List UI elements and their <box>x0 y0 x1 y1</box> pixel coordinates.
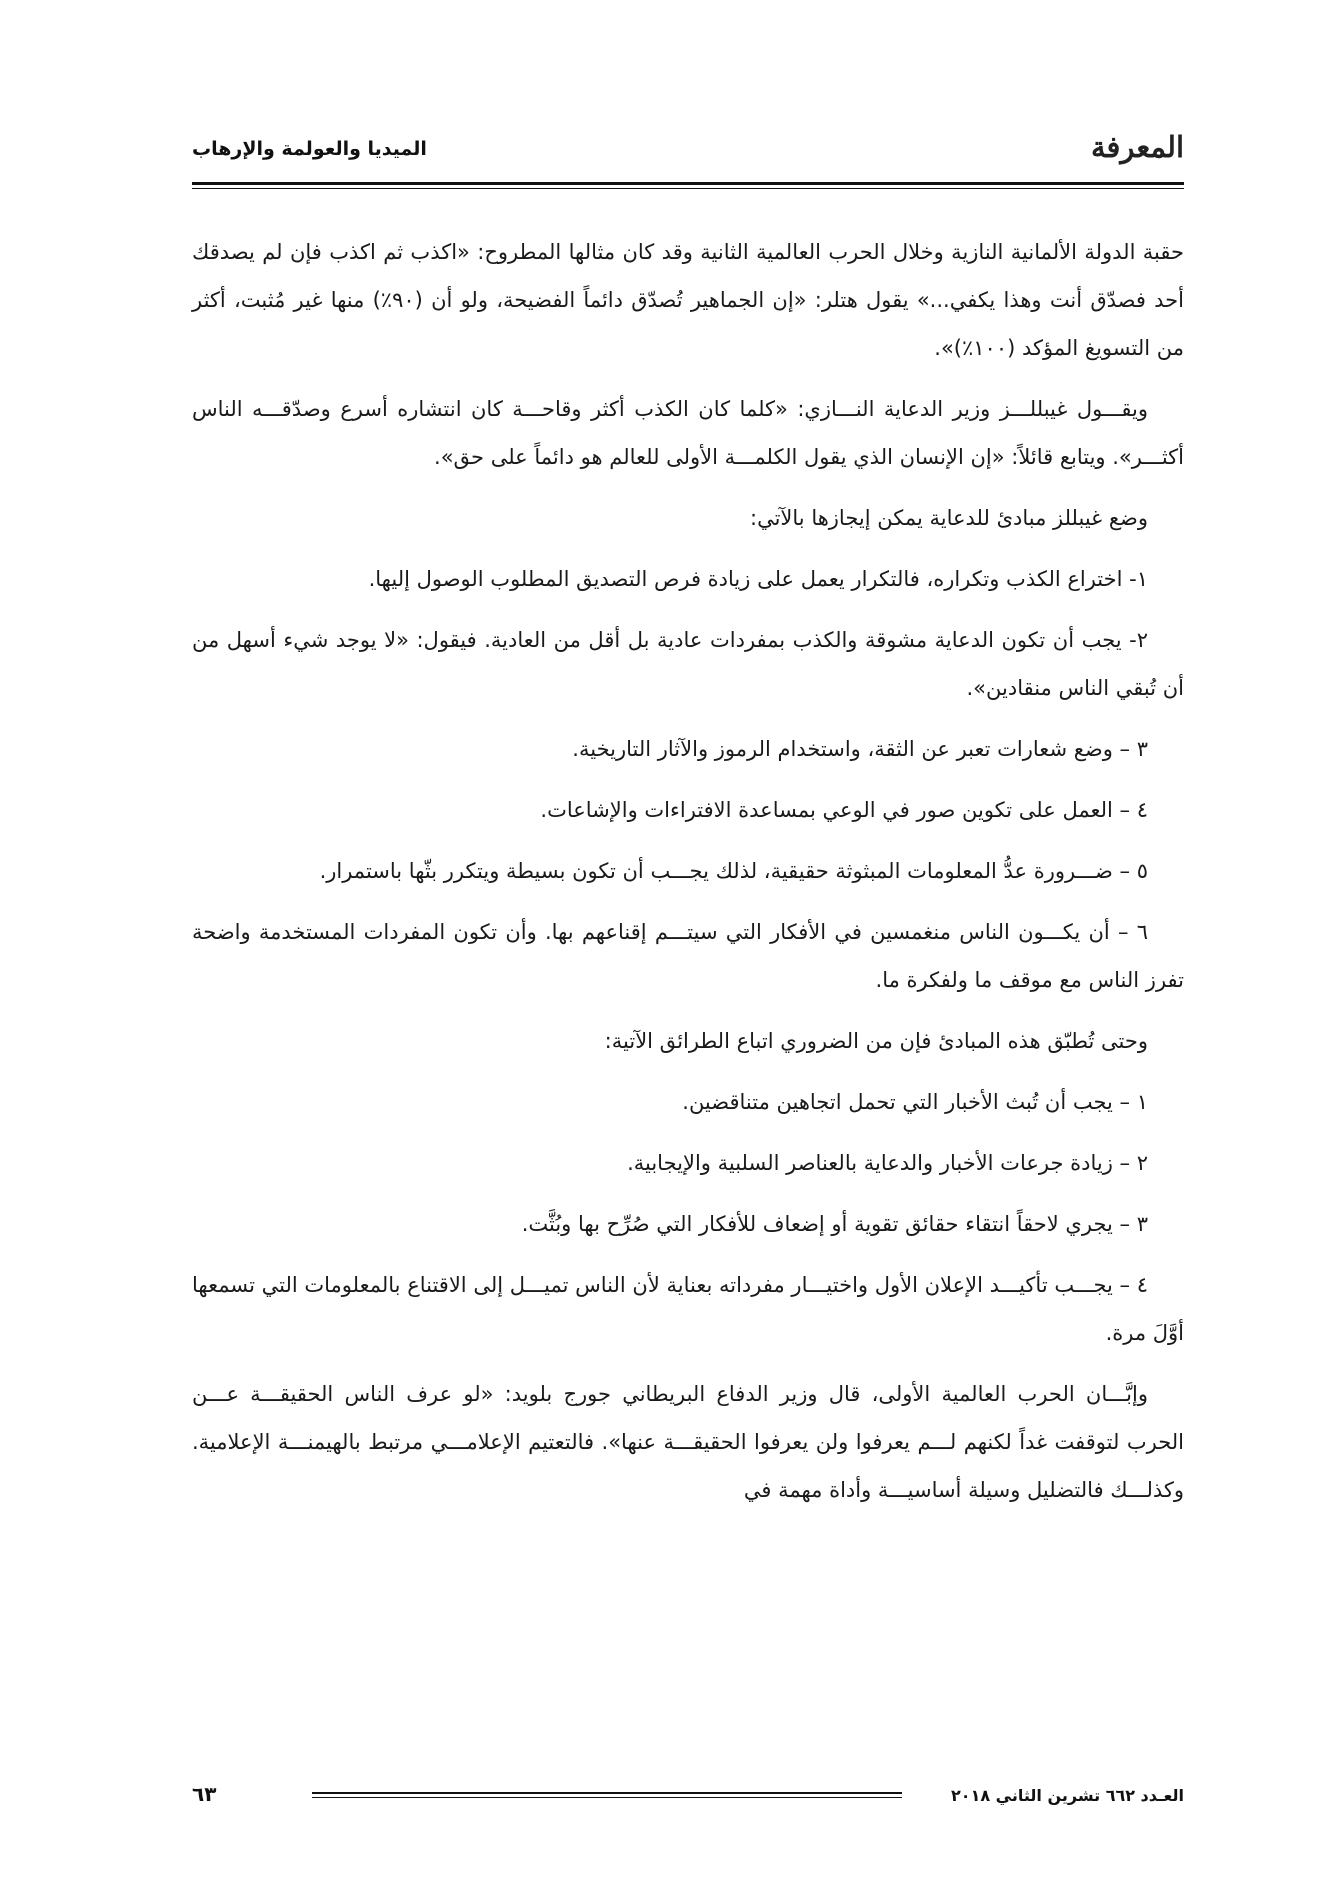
header-rule <box>192 182 1184 185</box>
list-item: ٢- يجب أن تكون الدعاية مشوقة والكذب بمفردات عادية بل أقل من العادية. فيقول: «لا يوجد شيء أسهل من أن تُبقي الناس منقادين». <box>192 628 1184 700</box>
paragraph: حقبة الدولة الألمانية النازية وخلال الحرب العالمية الثانية وقد كان مثالها المطروح: «اكذب ثم اكذب فإن لم يصدقك أحد فصدّق أنت وهذا يكفي...» يقول هتلر: «إن الجماهير تُصدّق دائماً الفضيحة، ولو أن (٩٠٪) منها غير مُثبت، أكثر من التسويغ المؤكد (١٠٠٪)». <box>192 240 1184 360</box>
paragraph: وحتى تُطبّق هذه المبادئ فإن من الضروري اتباع الطرائق الآتية: <box>604 1029 1148 1053</box>
paragraph: وإبَّـــان الحرب العالمية الأولى، قال وزير الدفاع البريطاني جورج بلويد: «لو عرف الناس الحقيقـــة عـــن الحرب لتوقفت غداً لكنهم لـــم يعرفوا ولن يعرفوا الحقيقـــة عنها». فالتعتيم الإعلامـــي مرتبط بالهيمنـــة الإعلامية. وكذلـــك فالتضليل وسيلة أساسيـــة وأداة مهمة في <box>192 1382 1184 1502</box>
list-item: ٤ – العمل على تكوين صور في الوعي بمساعدة الافتراءات والإشاعات. <box>540 798 1148 822</box>
article-body <box>192 228 1184 1527</box>
list-item: ٣ – وضع شعارات تعبر عن الثقة، واستخدام الرموز والآثار التاريخية. <box>572 737 1148 761</box>
list-item: ٣ – يجري لاحقاً انتقاء حقائق تقوية أو إضعاف للأفكار التي صُرِّح بها وبُثَّت. <box>521 1212 1148 1236</box>
page-number: ٦٣ <box>192 1782 217 1806</box>
list-item: ٢ – زيادة جرعات الأخبار والدعاية بالعناصر السلبية والإيجابية. <box>627 1151 1148 1175</box>
list-item: ١- اختراع الكذب وتكراره، فالتكرار يعمل على زيادة فرص التصديق المطلوب الوصول إليها. <box>368 567 1148 591</box>
header-rule-thin <box>192 188 1184 189</box>
list-item: ١ – يجب أن تُبث الأخبار التي تحمل اتجاهين متناقضين. <box>682 1090 1148 1114</box>
page-header <box>192 130 1184 170</box>
list-item: ٦ – أن يكـــون الناس منغمسين في الأفكار التي سيتـــم إقناعهم بها. وأن تكون المفردات المستخدمة واضحة تفرز الناس مع موقف ما ولفكرة ما. <box>192 920 1184 992</box>
magazine-logo: المعرفة <box>1090 130 1184 164</box>
paragraph: ويقـــول غيبللـــز وزير الدعاية النـــازي: «كلما كان الكذب أكثر وقاحـــة كان انتشاره أسرع وصدّقـــه الناس أكثـــر». ويتابع قائلاً: «إن الإنسان الذي يقول الكلمـــة الأولى للعالم هو دائماً على حق». <box>192 397 1184 469</box>
list-item: ٥ – ضـــرورة عدُّ المعلومات المبثوثة حقيقية، لذلك يجـــب أن تكون بسيطة ويتكرر بثّها باستمرار. <box>319 859 1148 883</box>
running-title: الميديا والعولمة والإرهاب <box>192 138 427 160</box>
issue-info: العـدد ٦٦٢ تشرين الثاني ٢٠١٨ <box>951 1786 1184 1805</box>
list-item: ٤ – يجـــب تأكيـــد الإعلان الأول واختيـــار مفرداته بعناية لأن الناس تميـــل إلى الاقتناع بالمعلومات التي تسمعها أوَّلَ مرة. <box>192 1273 1184 1345</box>
page-footer <box>192 1782 1184 1812</box>
paragraph: وضع غيبللز مبادئ للدعاية يمكن إيجازها بالآتي: <box>750 506 1148 530</box>
